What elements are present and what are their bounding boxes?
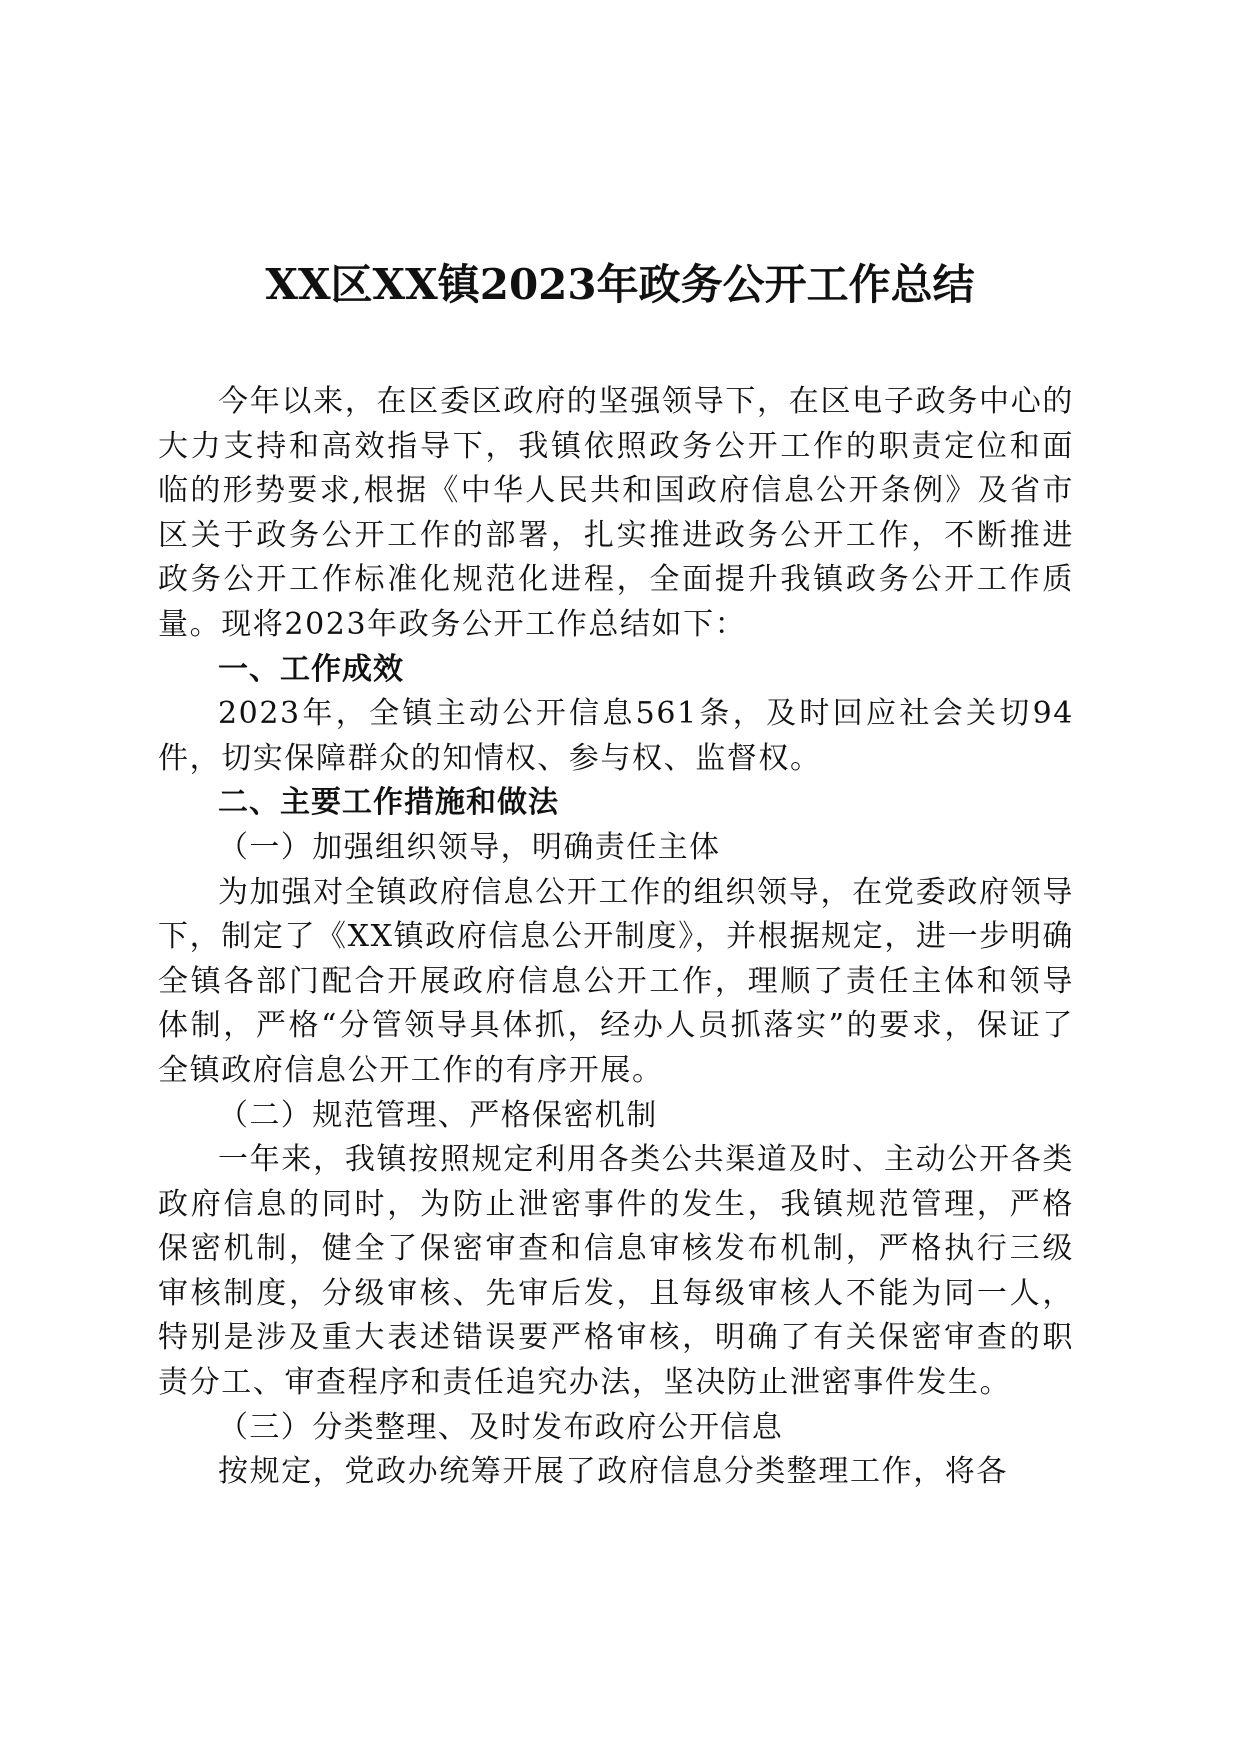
subsection-heading-confidentiality: （二）规范管理、严格保密机制 <box>218 1097 658 1133</box>
achievements-paragraph: 2023年，全镇主动公开信息561条，及时回应社会关切94件，切实保障群众的知情权、参与权、监督权。 <box>158 696 1074 776</box>
subsection-heading-publishing: （三）分类整理、及时发布政府公开信息 <box>218 1409 784 1445</box>
intro-paragraph: 今年以来，在区委区政府的坚强领导下，在区电子政务中心的大力支持和高效指导下，我镇依照政务公开工作的职责定位和面临的形势要求,根据《中华人民共和国政府信息公开条例》及省市区关于政务公开工作的部署，扎实推进政务公开工作，不断推进政务公开工作标准化规范化进程，全面提升我镇政务公开工作质量。现将2023年政务公开工作总结如下： <box>158 384 1074 642</box>
leadership-paragraph: 为加强对全镇政府信息公开工作的组织领导，在党委政府领导下，制定了《XX镇政府信息公开制度》，并根据规定，进一步明确全镇各部门配合开展政府信息公开工作，理顺了责任主体和领导体制，严格“分管领导具体抓，经办人员抓落实”的要求，保证了全镇政府信息公开工作的有序开展。 <box>158 874 1074 1088</box>
publishing-paragraph: 按规定，党政办统筹开展了政府信息分类整理工作，将各 <box>218 1454 1008 1490</box>
section-heading-measures: 二、主要工作措施和做法 <box>218 785 559 821</box>
section-heading-achievements: 一、工作成效 <box>218 651 404 687</box>
subsection-heading-leadership: （一）加强组织领导，明确责任主体 <box>218 829 721 865</box>
document-title: XX区XX镇2023年政务公开工作总结 <box>265 260 975 309</box>
document-body <box>158 380 1074 1495</box>
confidentiality-paragraph: 一年来，我镇按照规定利用各类公共渠道及时、主动公开各类政府信息的同时，为防止泄密事件的发生，我镇规范管理，严格保密机制，健全了保密审查和信息审核发布机制，严格执行三级审核制度，分级审核、先审后发，且每级审核人不能为同一人，特别是涉及重大表述错误要严格审核，明确了有关保密审查的职责分工、审查程序和责任追究办法，坚决防止泄密事件发生。 <box>158 1142 1074 1401</box>
